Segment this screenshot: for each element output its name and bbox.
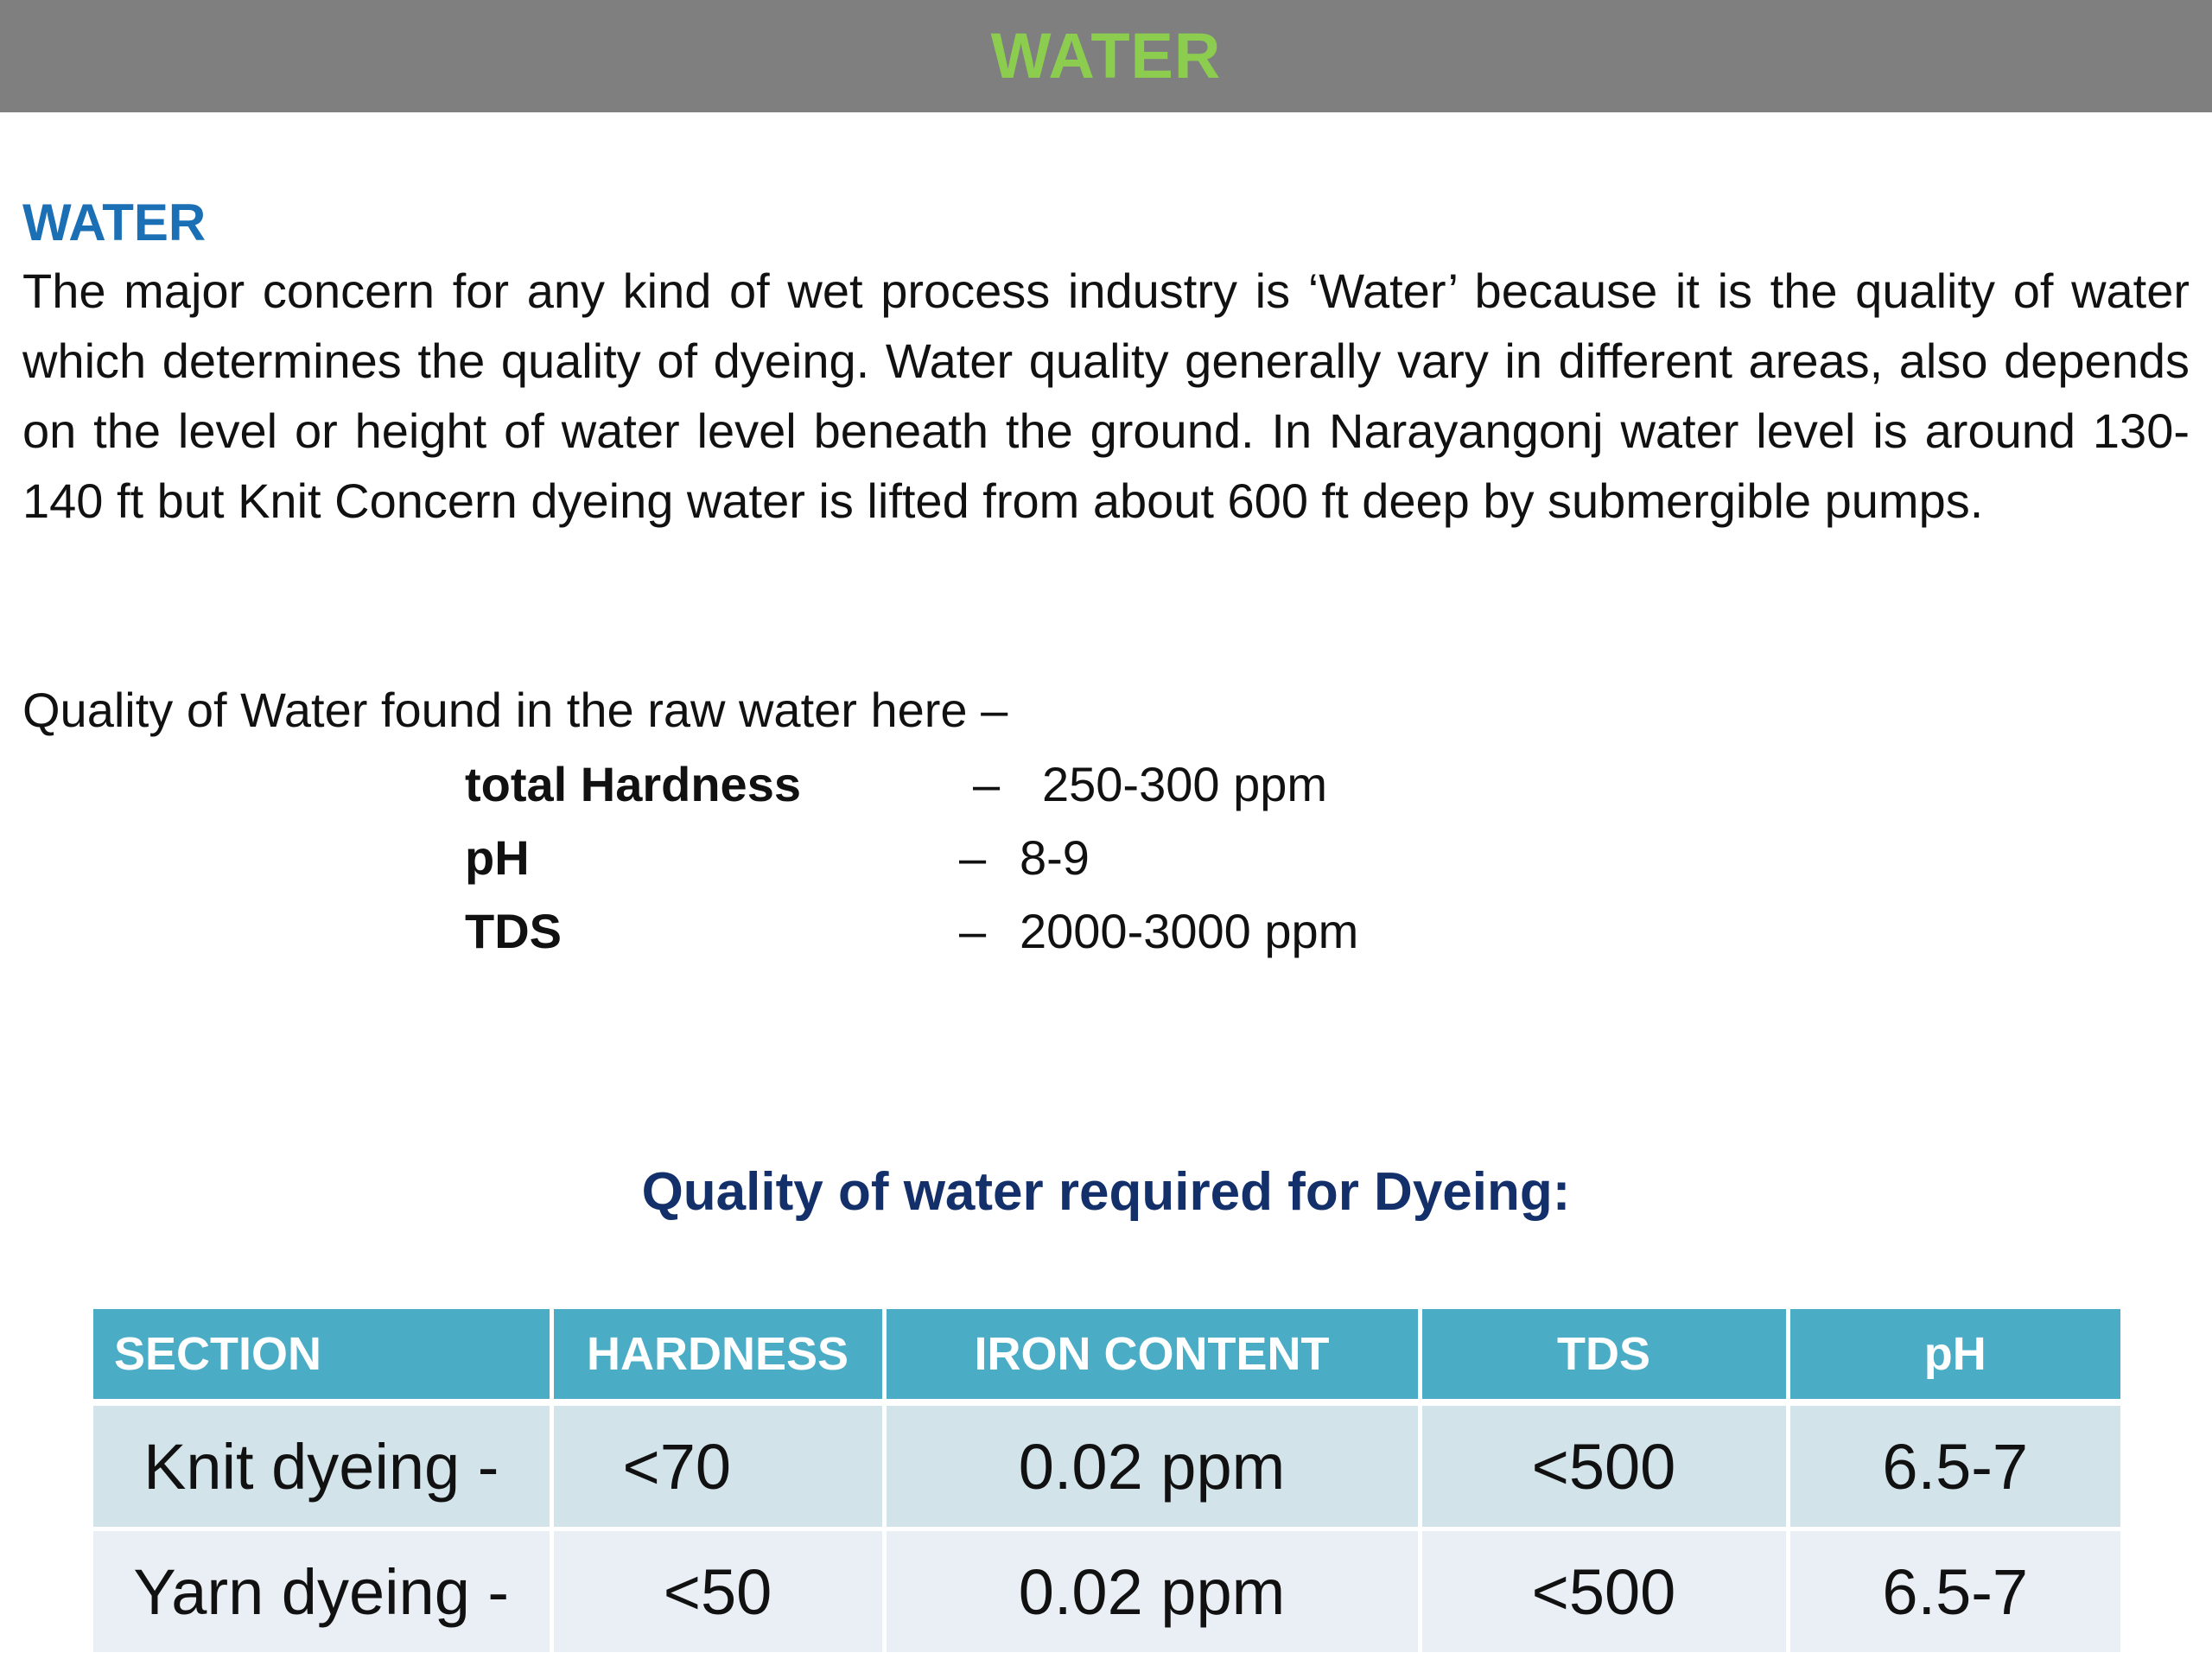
raw-water-item [465, 897, 1358, 966]
table-cell-section: Knit dyeing - [93, 1402, 551, 1529]
page-title: WATER [990, 20, 1222, 92]
raw-water-dash: – [959, 904, 987, 958]
table-cell-hardness: <50 [551, 1529, 884, 1655]
column-header-tds: TDS [1420, 1309, 1788, 1402]
table-row [93, 1402, 2120, 1529]
raw-water-value: 250-300 ppm [1042, 757, 1328, 811]
raw-water-value: 8-9 [1020, 830, 1090, 885]
table-cell-ph: 6.5-7 [1788, 1529, 2120, 1655]
title-bar [0, 0, 2212, 112]
required-quality-table [93, 1309, 2120, 1656]
table-cell-tds: <500 [1420, 1402, 1788, 1529]
raw-water-dash: – [959, 830, 987, 885]
raw-water-item [465, 823, 1090, 893]
required-quality-heading: Quality of water required for Dyeing: [641, 1162, 1571, 1222]
column-header-hardness: HARDNESS [551, 1309, 884, 1402]
column-header-iron-content: IRON CONTENT [884, 1309, 1420, 1402]
raw-water-label: total Hardness [465, 757, 801, 811]
raw-water-item [465, 750, 1327, 819]
table-cell-tds: <500 [1420, 1529, 1788, 1655]
column-header-ph: pH [1788, 1309, 2120, 1402]
table-header-row [93, 1309, 2120, 1402]
table-cell-iron-content: 0.02 ppm [884, 1529, 1420, 1655]
table-cell-section: Yarn dyeing - [93, 1529, 551, 1655]
section-heading: WATER [22, 194, 207, 251]
table-cell-hardness: <70 [551, 1402, 884, 1529]
raw-water-label: pH [465, 830, 530, 885]
raw-water-label: TDS [465, 904, 562, 958]
table-cell-iron-content: 0.02 ppm [884, 1402, 1420, 1529]
raw-water-dash: – [973, 757, 1001, 811]
raw-water-intro: Quality of Water found in the raw water here – [22, 683, 1008, 737]
column-header-section: SECTION [93, 1309, 551, 1402]
body-paragraph: The major concern for any kind of wet process industry is ‘Water’ because it is the quality of water which determines the quality of dyeing. Water quality generally vary in different areas, also depends on the level or height of water level beneath the ground. In Narayangonj water level is around 130-140 ft but Knit Concern dyeing water is lifted from about 600 ft deep by submergible pumps. [22, 264, 2190, 528]
table-row [93, 1529, 2120, 1655]
raw-water-value: 2000-3000 ppm [1020, 904, 1359, 958]
table-cell-ph: 6.5-7 [1788, 1402, 2120, 1529]
